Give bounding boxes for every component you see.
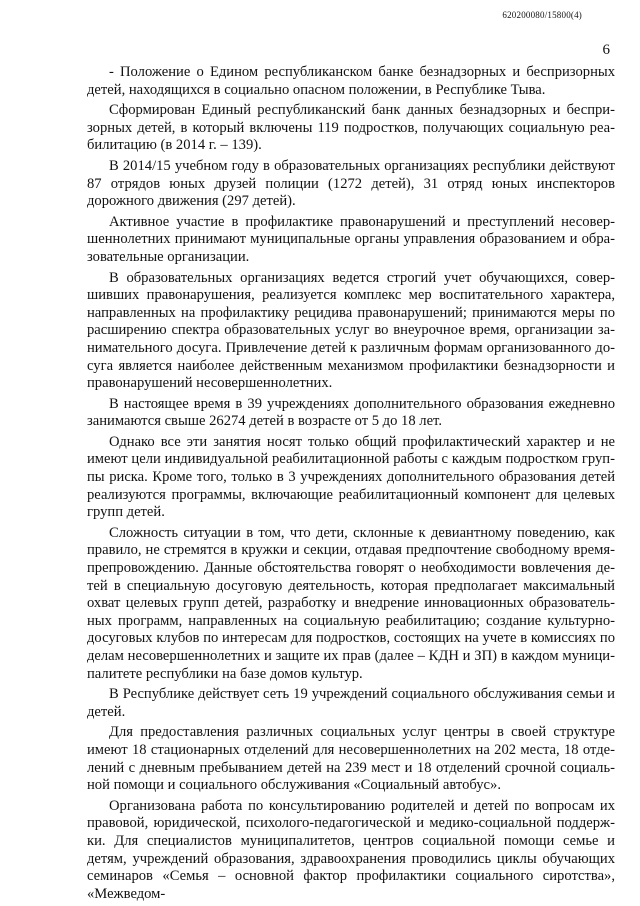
document-code: 620200080/15800(4) [502, 10, 582, 20]
page-number: 6 [602, 42, 610, 58]
paragraph: Сложность ситуации в том, что дети, склонные к девиантному поведению, как правило, не стремятся в кружки и секции, отдавая предпочтение свободному времяпрепровождению. Данные обстоятельства говорят о необходимости вовлечения детей в специальную досуговую деятельность, которая предполагает максимальный охват целевых групп детей, разработку и внедрение инновационных образовательных программ, направленных на социальную реабилитацию; создание культурно-досуговых клубов по интересам для подростков, состоящих на учете в комиссиях по делам несовершеннолетних и защите их прав (далее – КДН и ЗП) в каждом муниципалитете республики на базе домов культур. [87, 524, 615, 682]
paragraph: Сформирован Единый республиканский банк данных безнадзорных и беспризорных детей, в который включены 119 подростков, получающих социальную реабилитацию (в 2014 г. – 139). [87, 102, 615, 154]
paragraph: В 2014/15 учебном году в образовательных организациях республики действуют 87 отрядов юных друзей полиции (1272 детей), 31 отряд юных инспекторов дорожного движения (297 детей). [87, 157, 615, 210]
paragraph: Однако все эти занятия носят только общий профилактический характер и не имеют цели индивидуальной реабилитационной работы с каждым подростком группы риска. Кроме того, только в 3 учреждениях дополнительного образования детей реализуются программы, включающие реабилитационный компонент для целевых групп детей. [87, 433, 615, 521]
paragraph: Для предоставления различных социальных услуг центры в своей структуре имеют 18 стационарных отделений для несовершеннолетних на 202 места, 18 отделений с дневным пребыванием детей на 239 мест и 18 отделений срочной социальной помощи и социального обслуживания «Социальный автобус». [87, 724, 615, 794]
paragraph: Активное участие в профилактике правонарушений и преступлений несовершеннолетних принимают муниципальные органы управления образованием и образовательные организации. [87, 213, 615, 265]
paragraph: Организована работа по консультированию родителей и детей по вопросам их правовой, юридической, психолого-педагогической и медико-социальной поддержки. Для специалистов муниципалитетов, центров социальной помощи семье и детям, учреждений образования, здравоохранения проводились циклы обучающих семинаров «Семья – основной фактор профилактики социального сиротства», «Межведом- [87, 797, 615, 902]
paragraph: В образовательных организациях ведется строгий учет обучающихся, совершивших правонарушения, реализуется комплекс мер воспитательного характера, направленных на профилактику рецидива правонарушений; принимаются меры по расширению спектра образовательных услуг во внеурочное время, организации занимательного досуга. Привлечение детей к различным формам организованного досуга является наиболее действенным механизмом профилактики безнадзорности и правонарушений несовершеннолетних. [87, 269, 615, 392]
paragraph: В Республике действует сеть 19 учреждений социального обслуживания семьи и детей. [87, 686, 615, 720]
document-body [87, 64, 615, 906]
paragraph: - Положение о Едином республиканском банке безнадзорных и беспризорных детей, находящихся в социально опасном положении, в Республике Тыва. [87, 64, 615, 98]
paragraph: В настоящее время в 39 учреждениях дополнительного образования ежедневно занимаются свыше 26274 детей в возрасте от 5 до 18 лет. [87, 395, 615, 430]
